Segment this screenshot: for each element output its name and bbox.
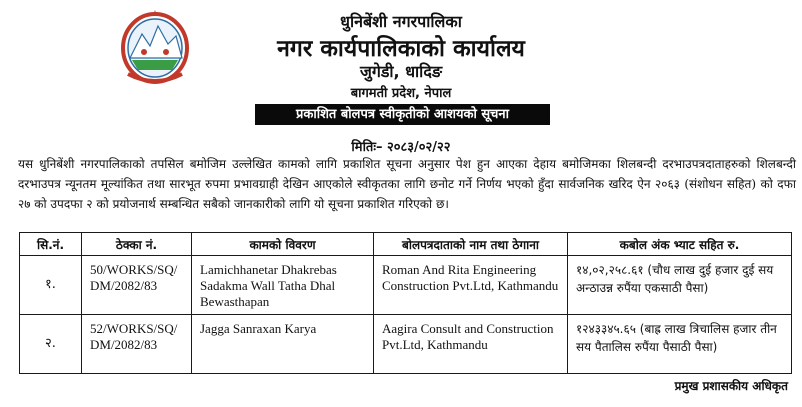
notice-title: प्रकाशित बोलपत्र स्वीकृतीको आशयको सूचना: [255, 104, 550, 125]
office-name: नगर कार्यपालिकाको कार्यालय: [277, 36, 525, 62]
header-work-description: कामको विवरण: [192, 233, 374, 256]
row-contract-no: 50/WORKS/SQ/ DM/2082/83: [82, 256, 192, 315]
letterhead: [0, 0, 802, 100]
header-amount: कबोल अंक भ्याट सहित रु.: [568, 233, 792, 256]
row-serial: १.: [20, 256, 82, 315]
row-work: Jagga Sanraxan Karya: [192, 315, 374, 374]
bid-table: [19, 232, 792, 374]
office-location: जुगेडी, धादिङ: [359, 62, 443, 81]
row-amount: १२४३३४५.६५ (बाह्र लाख त्रिचालिस हजार तीन सय पैतालिस रुपैंया पैसाठी पैसा): [568, 315, 792, 374]
row-serial: २.: [20, 315, 82, 374]
header-serial: सि.नं.: [20, 233, 82, 256]
municipality-name: धुनिबेंशी नगरपालिका: [340, 12, 462, 31]
header-contract-no: ठेक्का नं.: [82, 233, 192, 256]
notice-body: यस धुनिबेंशी नगरपालिकाको तपसिल बमोजिम उल्लेखित कामको लागि प्रकाशित सूचना अनुसार पेश हुन आएका देहाय बमोजिमका शिलबन्दी दरभाउपत्रदाताहरुको शिलबन्दी दरभाउपत्र न्यूनतम मूल्यांकित तथा सारभूत रुपमा प्रभावग्राही देखिन आएकोले स्वीकृतका लागि छनोट गर्ने निर्णय भएको हुँदा सार्वजनिक खरिद ऐन २०६३ (संशोधन सहित) को दफा २७ को उपदफा २ को प्रयोजनार्थ सम्बन्धित सबैको जानकारीको लागि यो सूचना प्रकाशित गरिएको छ।: [18, 157, 796, 211]
row-bidder: Roman And Rita Engineering Construction Pvt.Ltd, Kathmandu: [374, 256, 568, 315]
row-bidder: Aagira Consult and Construction Pvt.Ltd, Kathmandu: [374, 315, 568, 374]
row-work: Lamichhanetar Dhakrebas Sadakma Wall Tatha Dhal Bewasthapan: [192, 256, 374, 315]
notice-date: मितिः– २०८३/०२/२२: [351, 140, 451, 155]
header-bidder: बोलपत्रदाताको नाम तथा ठेगाना: [374, 233, 568, 256]
table-row: [20, 315, 792, 374]
province-name: बागमती प्रदेश, नेपाल: [350, 86, 452, 101]
row-amount: १४,०२,२५८.६१ (चौध लाख दुई हजार दुई सय अन्ठाउन्न रुपैंया एकसाठी पैसा): [568, 256, 792, 315]
signature-title: प्रमुख प्रशासकीय अधिकृत: [674, 379, 788, 393]
table-row: [20, 256, 792, 315]
row-contract-no: 52/WORKS/SQ/ DM/2082/83: [82, 315, 192, 374]
table-header-row: [20, 233, 792, 256]
